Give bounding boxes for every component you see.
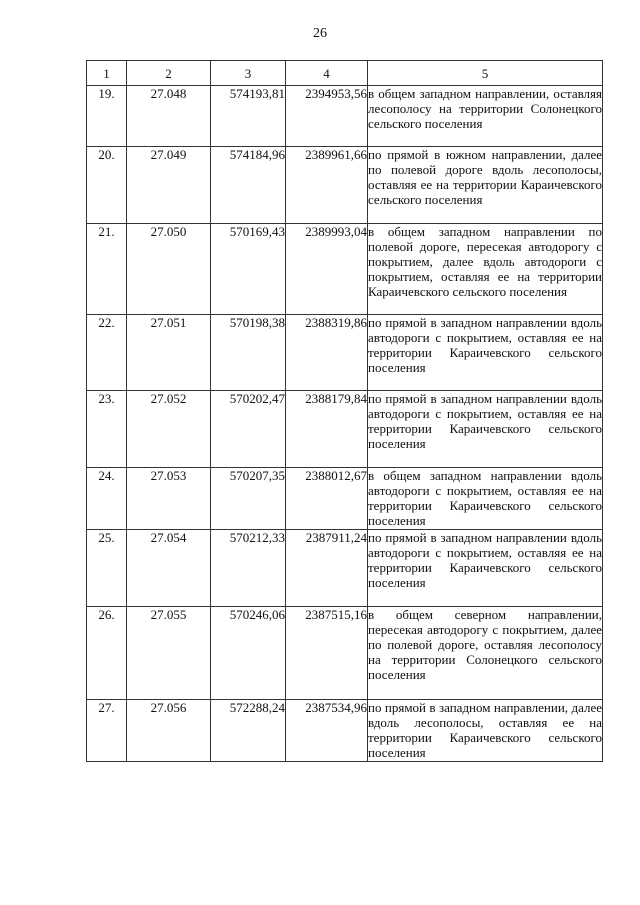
point-id: 27.049 [127,147,211,224]
header-col-4: 4 [286,61,368,86]
point-id: 27.052 [127,391,211,468]
boundary-description: в общем западном направлении по полевой дороге, пересекая автодорогу с покрытием, далее вдоль автодороги с покрытием, оставляя ее на территории Караичевского сельского поселения [368,224,603,315]
boundary-description: в общем западном направлении вдоль автодороги с покрытием, оставляя ее на территории Караичевского сельского поселения [368,468,602,528]
coordinate-y: 2387911,24 [286,530,368,607]
row-number: 23. [87,391,127,468]
coordinate-y: 2387534,96 [286,700,368,762]
table-row [87,700,603,762]
coordinate-x: 570198,38 [211,315,286,391]
row-number: 25. [87,530,127,607]
page-number: 26 [313,26,327,41]
header-col-5: 5 [368,61,603,86]
row-number: 24. [87,468,127,530]
table-row [87,468,603,530]
boundary-description: в общем западном направлении, оставляя лесополосу на территории Солонецкого сельского поселения [368,86,603,147]
coordinate-x: 572288,24 [211,700,286,762]
header-col-2: 2 [127,61,211,86]
coordinate-y: 2388012,67 [286,468,368,530]
table-row [87,224,603,315]
coordinate-x: 570246,06 [211,607,286,700]
point-id: 27.056 [127,700,211,762]
boundary-description: по прямой в западном направлении вдоль автодороги с покрытием, оставляя ее на территории Караичевского сельского поселения [368,315,603,391]
boundary-description: в общем северном направлении, пересекая автодорогу с покрытием, далее по полевой дороге, оставляя лесополосу на территории Солонецкого сельского поселения [368,607,603,700]
coordinate-y: 2389993,04 [286,224,368,315]
row-number: 27. [87,700,127,762]
boundary-description: по прямой в южном направлении, далее по полевой дороге вдоль лесополосы, оставляя ее на территории Караичевского сельского поселения [368,147,603,224]
point-id: 27.048 [127,86,211,147]
row-number: 19. [87,86,127,147]
boundary-description: по прямой в западном направлении вдоль автодороги с покрытием, оставляя ее на территории Караичевского сельского поселения [368,530,603,607]
table-row [87,391,603,468]
row-number: 22. [87,315,127,391]
point-id: 27.053 [127,468,211,530]
row-number: 26. [87,607,127,700]
point-id: 27.050 [127,224,211,315]
table-row [87,147,603,224]
boundary-description: по прямой в западном направлении, далее вдоль лесополосы, оставляя ее на территории Караичевского сельского поселения [368,700,602,760]
header-row [87,61,603,86]
point-id: 27.051 [127,315,211,391]
coordinate-x: 574193,81 [211,86,286,147]
coordinate-x: 570169,43 [211,224,286,315]
boundary-table [86,60,603,762]
point-id: 27.054 [127,530,211,607]
coordinate-y: 2388319,86 [286,315,368,391]
header-col-3: 3 [211,61,286,86]
table-row [87,530,603,607]
table-row [87,86,603,147]
coordinate-x: 574184,96 [211,147,286,224]
row-number: 21. [87,224,127,315]
coordinate-y: 2388179,84 [286,391,368,468]
boundary-description: по прямой в западном направлении вдоль автодороги с покрытием, оставляя ее на территории Караичевского сельского поселения [368,391,603,468]
coordinate-y: 2389961,66 [286,147,368,224]
table-row [87,315,603,391]
header-col-1: 1 [87,61,127,86]
row-number: 20. [87,147,127,224]
coordinate-y: 2394953,56 [286,86,368,147]
table-row [87,607,603,700]
coordinate-x: 570202,47 [211,391,286,468]
coordinate-x: 570212,33 [211,530,286,607]
coordinate-y: 2387515,16 [286,607,368,700]
coordinate-x: 570207,35 [211,468,286,530]
point-id: 27.055 [127,607,211,700]
